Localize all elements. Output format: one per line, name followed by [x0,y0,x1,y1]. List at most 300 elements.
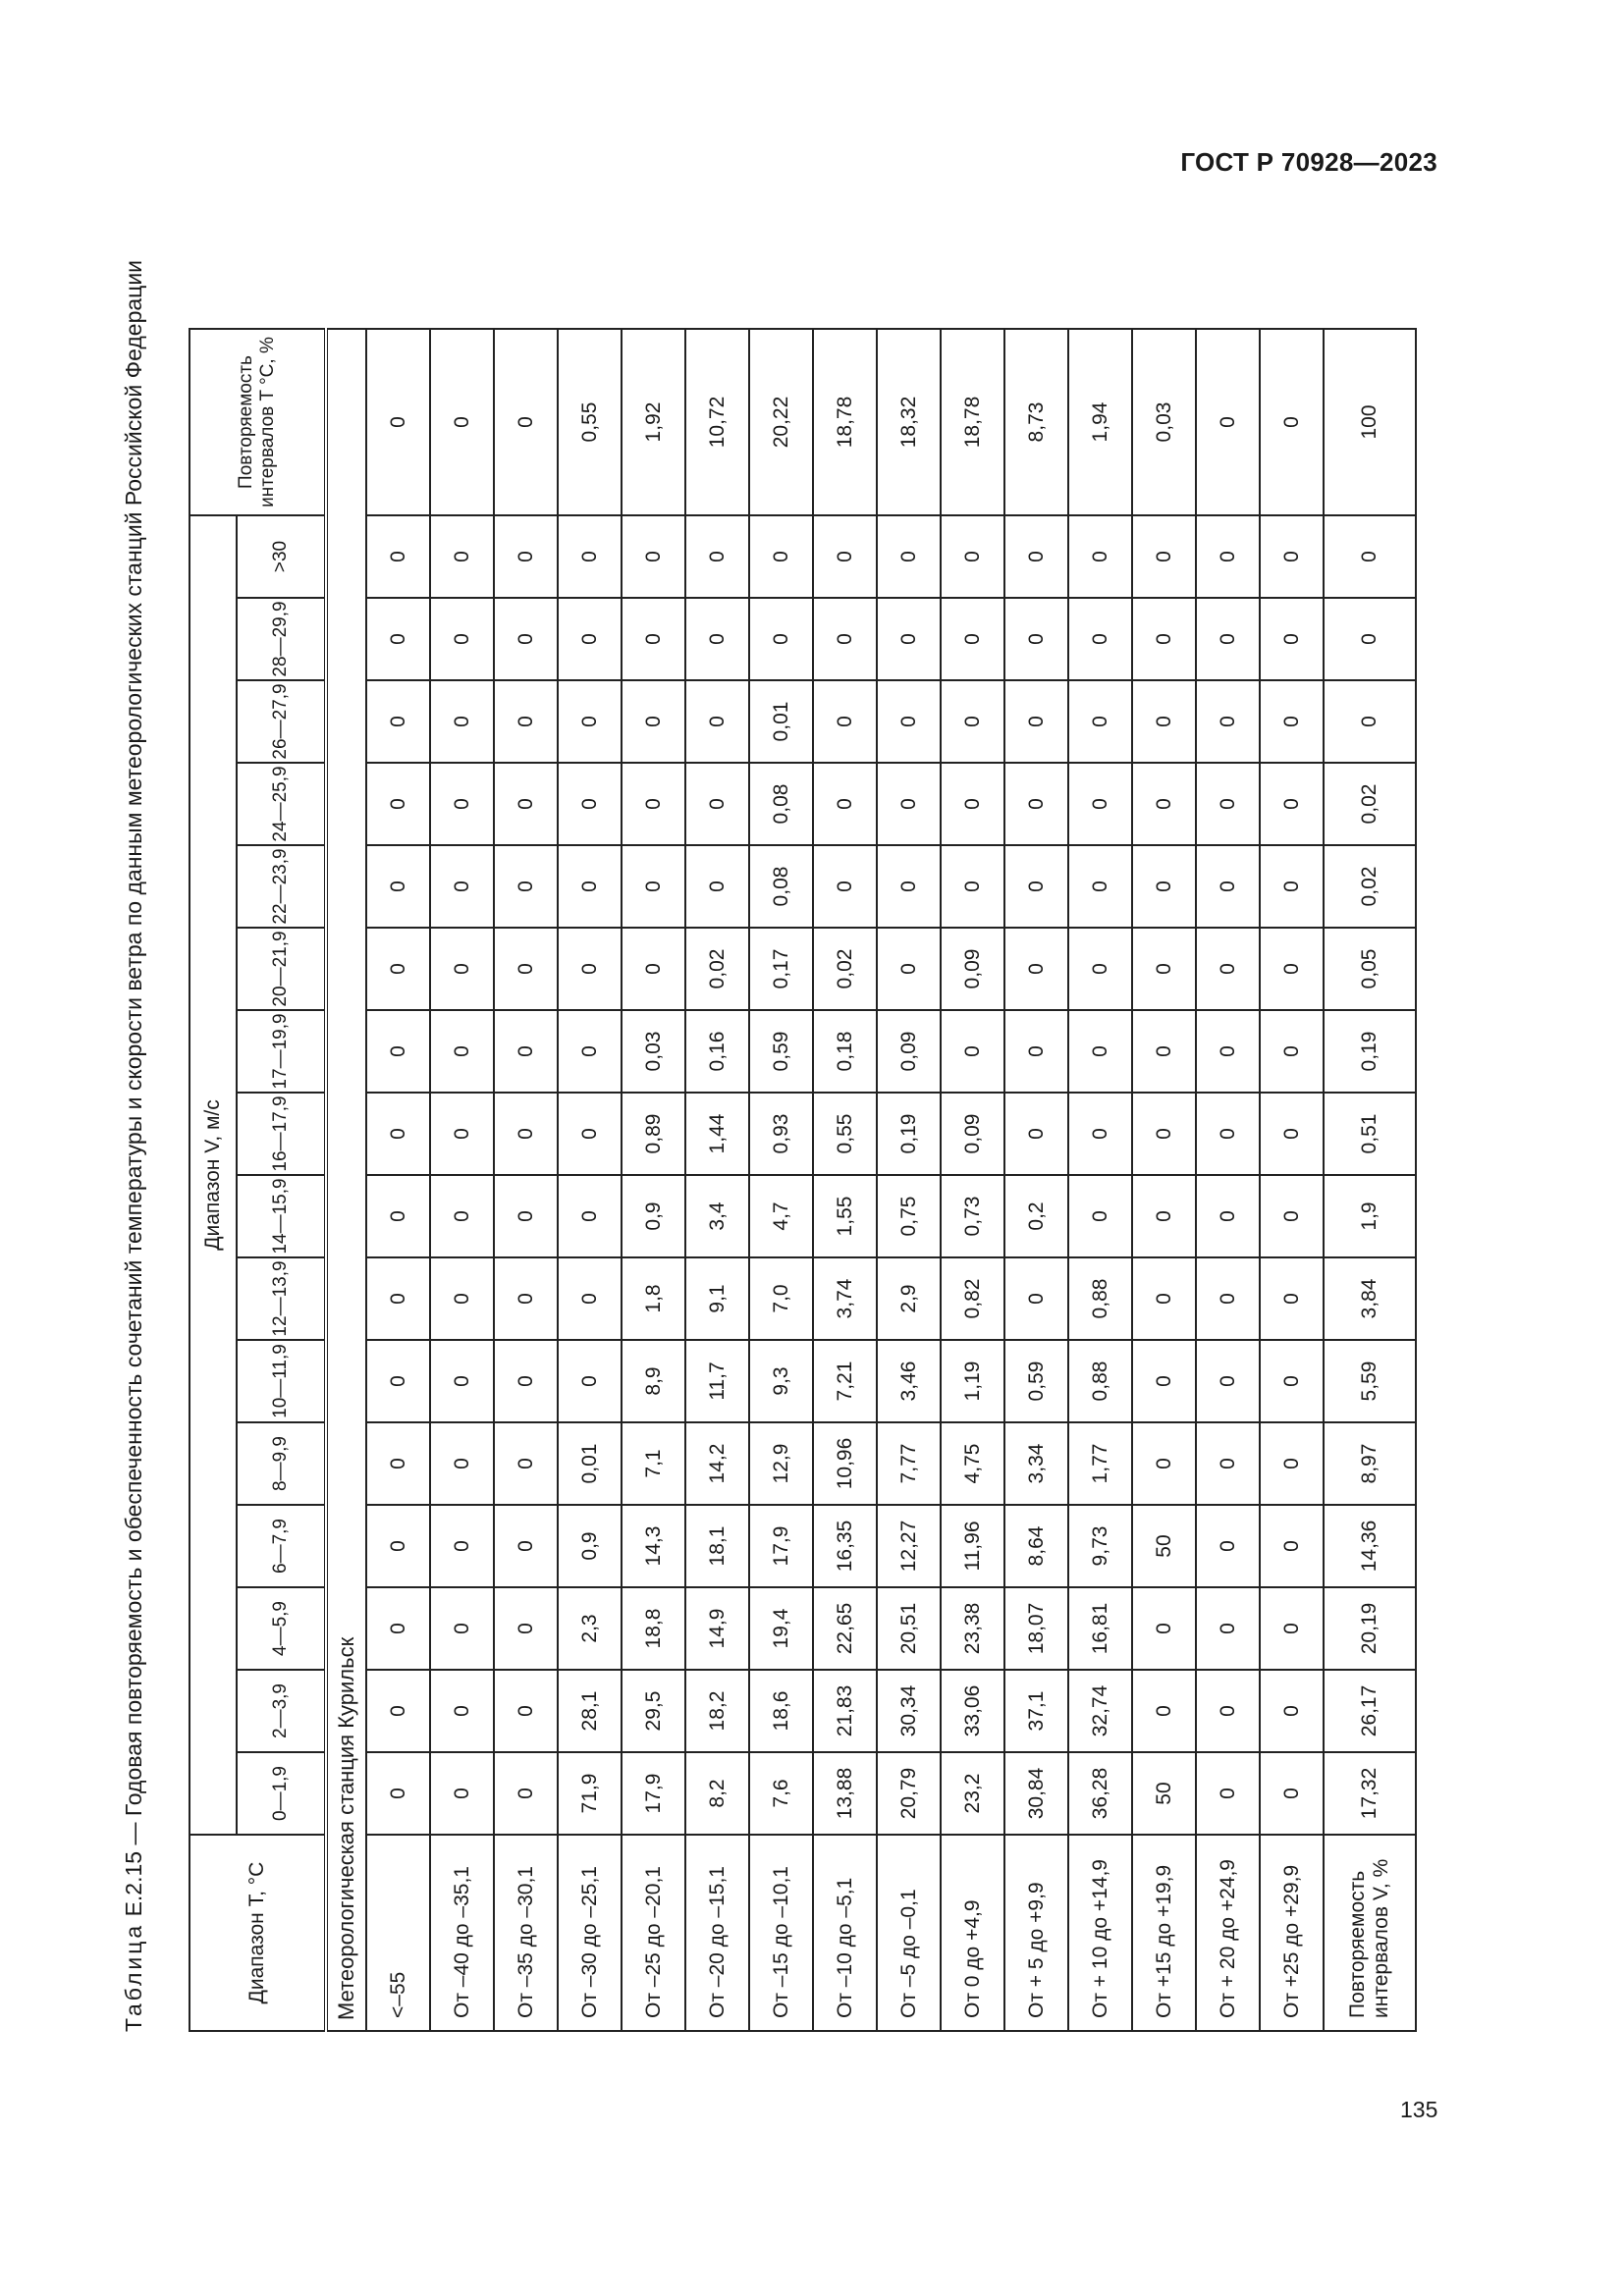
row-label: От –10 до –5,1 [813,1835,877,2031]
speed-column-header: 26—27,9 [237,680,326,763]
table-cell: 2,3 [558,1587,622,1670]
table-cell: 13,88 [813,1752,877,1835]
table-cell: 0,88 [1068,1340,1132,1422]
table-cell: 0 [366,598,430,680]
page-number: 135 [1400,2097,1438,2122]
table-row [1068,329,1132,2031]
table-cell: 0 [366,928,430,1010]
table-cell: 0 [1132,1257,1196,1340]
table-cell: 0 [877,845,941,928]
table-cell: 0 [1260,1257,1324,1340]
table-cell: 0 [1004,1257,1068,1340]
table-cell: 8,2 [685,1752,749,1835]
table-cell: 0 [1004,598,1068,680]
speed-column-header: 6—7,9 [237,1505,326,1587]
table-cell: 0,08 [749,763,813,845]
caption-label: Таблица [121,1922,146,2032]
table-cell: 0 [494,1752,558,1835]
speed-column-header: 10—11,9 [237,1340,326,1422]
table-cell: 8,64 [1004,1505,1068,1587]
table-cell: 0 [494,763,558,845]
table-cell: 0 [1260,1752,1324,1835]
row-label: Повторяемость интервалов V, % [1324,1835,1416,2031]
table-cell: 0 [1324,515,1416,598]
table-cell: 0 [430,598,494,680]
repeat-cell: 8,73 [1004,329,1068,515]
table-cell: 0 [877,680,941,763]
row-label: От –35 до –30,1 [494,1835,558,2031]
table-cell: 0 [366,680,430,763]
table-cell: 17,9 [749,1505,813,1587]
table-cell: 0 [1132,845,1196,928]
table-cell: 0,2 [1004,1175,1068,1257]
table-cell: 0 [749,515,813,598]
table-cell: 0 [366,515,430,598]
table-cell: 0 [1260,1093,1324,1175]
row-label: От –20 до –15,1 [685,1835,749,2031]
table-cell: 0 [813,515,877,598]
table-cell: 0,03 [622,1010,685,1093]
table-cell: 0 [1260,680,1324,763]
table-cell: 0 [1132,928,1196,1010]
table-cell: 16,81 [1068,1587,1132,1670]
table-cell: 0 [558,1340,622,1422]
speed-column-headers [237,329,326,2031]
table-cell: 0 [430,515,494,598]
table-cell: 0 [430,928,494,1010]
table-cell: 0 [1260,1175,1324,1257]
table-cell: 0 [430,1752,494,1835]
table-cell: 0 [1260,1587,1324,1670]
table-cell: 0 [1132,1010,1196,1093]
table-row [1004,329,1068,2031]
table-cell: 0 [366,845,430,928]
table-cell: 0 [1260,763,1324,845]
row-label: От 0 до +4,9 [941,1835,1004,2031]
document-code: ГОСТ Р 70928—2023 [1180,147,1437,177]
table-cell: 0 [558,598,622,680]
table-cell: 0 [1132,763,1196,845]
table-cell: 0 [877,763,941,845]
table-cell: 0 [685,515,749,598]
table-cell: 0 [1196,1422,1260,1505]
table-row [749,329,813,2031]
table-cell: 0 [1260,1505,1324,1587]
table-cell: 3,46 [877,1340,941,1422]
repeat-cell: 100 [1324,329,1416,515]
table-cell: 0 [430,1340,494,1422]
table-cell: 0 [366,1093,430,1175]
table-cell: 0 [1132,1093,1196,1175]
table-cell: 0 [1068,1010,1132,1093]
total-row [1324,329,1416,2031]
table-row [941,329,1004,2031]
table-cell: 0 [1068,763,1132,845]
table-cell: 1,8 [622,1257,685,1340]
table-cell: 0 [1260,1010,1324,1093]
table-cell: 1,9 [1324,1175,1416,1257]
table-cell: 0 [1068,1175,1132,1257]
speed-column-header: 0—1,9 [237,1752,326,1835]
speed-column-header: 4—5,9 [237,1587,326,1670]
table-cell: 0 [1068,515,1132,598]
table-cell: 0,51 [1324,1093,1416,1175]
speed-range-header: Диапазон V, м/с [189,515,237,1835]
table-cell: 1,44 [685,1093,749,1175]
table-cell: 0 [813,680,877,763]
speed-column-header: 17—19,9 [237,1010,326,1093]
table-cell: 0 [941,680,1004,763]
temperature-repeat-header: Повторяемость интервалов T °C, % [189,329,326,515]
table-cell: 4,7 [749,1175,813,1257]
repeat-cell: 0 [494,329,558,515]
table-cell: 0,09 [877,1010,941,1093]
table-cell: 0 [430,1257,494,1340]
table-cell: 0 [1260,845,1324,928]
table-cell: 0,05 [1324,928,1416,1010]
repeat-cell: 0,03 [1132,329,1196,515]
table-cell: 50 [1132,1505,1196,1587]
table-cell: 20,19 [1324,1587,1416,1670]
table-cell: 30,84 [1004,1752,1068,1835]
repeat-cell: 18,78 [813,329,877,515]
table-cell: 0 [494,1010,558,1093]
table-cell: 0 [1196,763,1260,845]
table-cell: 18,6 [749,1670,813,1752]
table-cell: 0 [1132,1587,1196,1670]
table-cell: 28,1 [558,1670,622,1752]
table-row [685,329,749,2031]
table-cell: 0 [1196,1093,1260,1175]
table-cell: 0,19 [1324,1010,1416,1093]
row-label: От –15 до –10,1 [749,1835,813,2031]
table-cell: 0 [494,928,558,1010]
table-cell: 0 [1260,1670,1324,1752]
table-cell: 0,02 [685,928,749,1010]
table-cell: 0 [494,1175,558,1257]
table-cell: 0 [685,680,749,763]
table-cell: 14,3 [622,1505,685,1587]
table-cell: 0,02 [1324,763,1416,845]
table-cell: 0 [430,1422,494,1505]
table-cell: 0 [1196,1175,1260,1257]
table-cell: 7,0 [749,1257,813,1340]
table-cell: 10,96 [813,1422,877,1505]
table-cell: 8,9 [622,1340,685,1422]
table-cell: 0 [430,1670,494,1752]
table-cell: 0 [877,598,941,680]
table-cell: 0 [1132,680,1196,763]
table-cell: 17,32 [1324,1752,1416,1835]
row-label: От –25 до –20,1 [622,1835,685,2031]
table-cell: 23,38 [941,1587,1004,1670]
table-cell: 14,36 [1324,1505,1416,1587]
table-cell: 12,9 [749,1422,813,1505]
table-cell: 3,74 [813,1257,877,1340]
table-cell: 0 [1196,1257,1260,1340]
data-table [189,328,1417,2032]
table-cell: 0 [494,1257,558,1340]
table-cell: 18,8 [622,1587,685,1670]
table-cell: 0 [1068,680,1132,763]
row-label: От –5 до –0,1 [877,1835,941,2031]
table-cell: 14,9 [685,1587,749,1670]
table-cell: 0 [1068,598,1132,680]
table-cell: 0 [749,598,813,680]
table-cell: 0 [941,1010,1004,1093]
table-cell: 0 [366,1010,430,1093]
caption-text: — Годовая повторяемость и обеспеченность сочетаний температуры и скорости ветра по данным метеорологических станций Российской Федерации [121,259,146,1845]
repeat-cell: 0 [1196,329,1260,515]
table-cell: 0 [813,598,877,680]
table-cell: 0 [494,1587,558,1670]
table-row [1260,329,1324,2031]
table-cell: 0,59 [1004,1340,1068,1422]
speed-column-header: 22—23,9 [237,845,326,928]
table-cell: 0 [685,763,749,845]
table-cell: 0,73 [941,1175,1004,1257]
table-cell: 71,9 [558,1752,622,1835]
table-cell: 0 [1260,598,1324,680]
station-name: Метеорологическая станция Курильск [326,329,366,2031]
table-cell: 0 [494,1670,558,1752]
speed-column-header: 12—13,9 [237,1257,326,1340]
repeat-cell: 0,55 [558,329,622,515]
table-cell: 0 [622,845,685,928]
table-cell: 0 [1196,928,1260,1010]
table-cell: 0,55 [813,1093,877,1175]
table-cell: 0,01 [749,680,813,763]
table-row [813,329,877,2031]
table-cell: 0 [1196,1010,1260,1093]
row-label: От +25 до +29,9 [1260,1835,1324,2031]
temperature-range-header: Диапазон T, °C [189,1835,326,2031]
table-cell: 0 [494,515,558,598]
table-cell: 0 [558,680,622,763]
table-cell: 3,84 [1324,1257,1416,1340]
table-cell: 0 [366,1505,430,1587]
table-cell: 0 [366,1670,430,1752]
table-cell: 2,9 [877,1257,941,1340]
table-cell: 0 [1196,1587,1260,1670]
table-cell: 17,9 [622,1752,685,1835]
table-cell: 0 [494,1093,558,1175]
table-cell: 0 [430,1175,494,1257]
table-cell: 14,2 [685,1422,749,1505]
table-cell: 0 [430,680,494,763]
speed-column-header: 2—3,9 [237,1670,326,1752]
table-cell: 0,08 [749,845,813,928]
repeat-cell: 0 [430,329,494,515]
table-cell: 0 [558,1010,622,1093]
table-cell: 0 [366,1257,430,1340]
speed-column-header: 8—9,9 [237,1422,326,1505]
table-cell: 0 [941,845,1004,928]
speed-column-header: >30 [237,515,326,598]
table-cell: 0 [1004,928,1068,1010]
table-cell: 0 [1132,515,1196,598]
table-cell: 0,59 [749,1010,813,1093]
table-cell: 18,2 [685,1670,749,1752]
table-cell: 0 [494,680,558,763]
table-cell: 33,06 [941,1670,1004,1752]
table-cell: 0 [1132,598,1196,680]
table-cell: 0 [1196,1752,1260,1835]
table-cell: 0 [685,845,749,928]
table-cell: 0,19 [877,1093,941,1175]
table-cell: 0 [622,928,685,1010]
table-cell: 0 [366,1587,430,1670]
table-cell: 50 [1132,1752,1196,1835]
table-cell: 30,34 [877,1670,941,1752]
table-cell: 0 [1068,845,1132,928]
table-cell: 7,77 [877,1422,941,1505]
table-cell: 0,88 [1068,1257,1132,1340]
table-cell: 0 [1196,845,1260,928]
table-cell: 0 [1004,845,1068,928]
table-cell: 0 [366,1175,430,1257]
table-cell: 12,27 [877,1505,941,1587]
table-cell: 0 [622,598,685,680]
table-cell: 0,02 [1324,845,1416,928]
table-cell: 0 [430,1010,494,1093]
table-cell: 0,09 [941,1093,1004,1175]
table-cell: 0 [558,1257,622,1340]
table-cell: 0 [1132,1422,1196,1505]
table-cell: 0 [430,1505,494,1587]
table-cell: 8,97 [1324,1422,1416,1505]
table-cell: 5,59 [1324,1340,1416,1422]
table-cell: 0 [1004,680,1068,763]
speed-column-header: 20—21,9 [237,928,326,1010]
table-cell: 0 [622,680,685,763]
caption-number: Е.2.15 [121,1850,146,1917]
table-cell: 19,4 [749,1587,813,1670]
table-cell: 0,9 [558,1505,622,1587]
table-cell: 3,34 [1004,1422,1068,1505]
table-cell: 0 [1260,515,1324,598]
repeat-cell: 10,72 [685,329,749,515]
table-cell: 0 [1004,763,1068,845]
table-cell: 0,93 [749,1093,813,1175]
table-cell: 0 [1068,928,1132,1010]
table-cell: 0 [558,845,622,928]
table-cell: 0 [1324,680,1416,763]
table-cell: 11,7 [685,1340,749,1422]
table-cell: 0 [1004,1010,1068,1093]
table-cell: 0,09 [941,928,1004,1010]
table-cell: 0 [1196,1670,1260,1752]
row-label: От –40 до –35,1 [430,1835,494,2031]
table-cell: 36,28 [1068,1752,1132,1835]
table-cell: 0 [1196,1505,1260,1587]
table-cell: 0 [1324,598,1416,680]
table-cell: 11,96 [941,1505,1004,1587]
table-cell: 0 [558,515,622,598]
table-row [622,329,685,2031]
table-cell: 0 [1068,1093,1132,1175]
table-cell: 9,1 [685,1257,749,1340]
table-row [430,329,494,2031]
table-cell: 0 [366,1752,430,1835]
table-cell: 29,5 [622,1670,685,1752]
table-cell: 0 [1132,1175,1196,1257]
table-cell: 0 [622,763,685,845]
table-cell: 0 [430,1587,494,1670]
table-cell: 37,1 [1004,1670,1068,1752]
table-cell: 0 [813,845,877,928]
row-label: От + 20 до +24,9 [1196,1835,1260,2031]
table-cell: 0 [430,763,494,845]
repeat-cell: 0 [366,329,430,515]
row-label: От + 10 до +14,9 [1068,1835,1132,2031]
row-label: От –30 до –25,1 [558,1835,622,2031]
table-cell: 0 [1196,680,1260,763]
table-cell: 0 [1196,1340,1260,1422]
table-cell: 0 [941,763,1004,845]
table-cell: 0,02 [813,928,877,1010]
table-cell: 0 [558,1175,622,1257]
table-cell: 32,74 [1068,1670,1132,1752]
row-label: От +15 до +19,9 [1132,1835,1196,2031]
table-cell: 0 [1260,928,1324,1010]
table-cell: 0 [1196,598,1260,680]
table-cell: 1,77 [1068,1422,1132,1505]
repeat-cell: 1,92 [622,329,685,515]
repeat-cell: 1,94 [1068,329,1132,515]
speed-column-header: 16—17,9 [237,1093,326,1175]
repeat-cell: 18,78 [941,329,1004,515]
table-cell: 9,73 [1068,1505,1132,1587]
table-row [1196,329,1260,2031]
table-cell: 0 [1196,515,1260,598]
table-cell: 0,82 [941,1257,1004,1340]
row-label: От + 5 до +9,9 [1004,1835,1068,2031]
table-cell: 0,01 [558,1422,622,1505]
table-cell: 23,2 [941,1752,1004,1835]
table-cell: 3,4 [685,1175,749,1257]
row-label: <–55 [366,1835,430,2031]
table-cell: 22,65 [813,1587,877,1670]
table-cell: 0 [494,598,558,680]
table-row [877,329,941,2031]
table-cell: 7,6 [749,1752,813,1835]
speed-column-header: 28—29,9 [237,598,326,680]
table-cell: 0,17 [749,928,813,1010]
table-row [1132,329,1196,2031]
table-cell: 0,9 [622,1175,685,1257]
table-cell: 0 [813,763,877,845]
table-cell: 0 [494,1505,558,1587]
table-cell: 0 [494,845,558,928]
table-cell: 7,1 [622,1422,685,1505]
table-caption [118,108,149,2032]
table-cell: 0,16 [685,1010,749,1093]
table-cell: 0 [877,515,941,598]
table-cell: 0 [366,1340,430,1422]
speed-column-header: 14—15,9 [237,1175,326,1257]
table-cell: 18,07 [1004,1587,1068,1670]
table-cell: 1,19 [941,1340,1004,1422]
table-cell: 21,83 [813,1670,877,1752]
table-cell: 0 [366,763,430,845]
table-cell: 26,17 [1324,1670,1416,1752]
table-cell: 0 [622,515,685,598]
table-cell: 0 [1004,1093,1068,1175]
table-cell: 0 [1004,515,1068,598]
table-cell: 0 [1260,1422,1324,1505]
table-cell: 18,1 [685,1505,749,1587]
